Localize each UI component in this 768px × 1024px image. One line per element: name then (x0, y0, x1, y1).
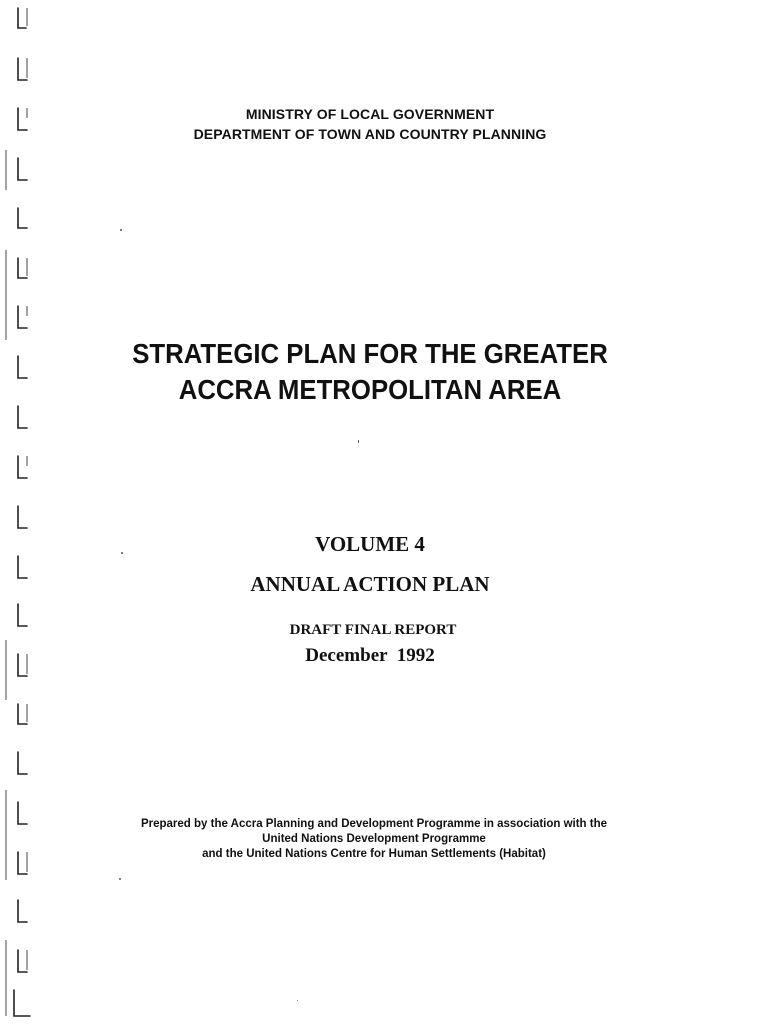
scan-speck (297, 1000, 298, 1001)
issuing-authority (0, 104, 740, 144)
prepared-by-line-2: United Nations Development Programme (262, 833, 486, 845)
report-type: DRAFT FINAL REPORT (289, 622, 457, 638)
volume-label: VOLUME 4 (315, 532, 425, 556)
scan-speck (119, 878, 121, 880)
department-name: DEPARTMENT OF TOWN AND COUNTRY PLANNING (193, 126, 547, 142)
scan-speck (120, 229, 122, 231)
report-date: December 1992 (305, 645, 435, 666)
volume-subtitle: ANNUAL ACTION PLAN (250, 572, 490, 596)
title-line-1: STRATEGIC PLAN FOR THE GREATER (132, 338, 608, 369)
prepared-by-line-1: Prepared by the Accra Planning and Development Programme in association with the (140, 818, 608, 830)
document-title (30, 336, 711, 408)
spiral-binding-marks (0, 0, 40, 1024)
scan-speck (358, 440, 359, 443)
scan-speck (121, 552, 123, 554)
ministry-name: MINISTRY OF LOCAL GOVERNMENT (245, 106, 495, 122)
title-line-2: ACCRA METROPOLITAN AREA (178, 374, 562, 405)
prepared-by-line-3: and the United Nations Centre for Human Settlements (Habitat) (202, 848, 546, 860)
prepared-by-statement (0, 817, 748, 862)
